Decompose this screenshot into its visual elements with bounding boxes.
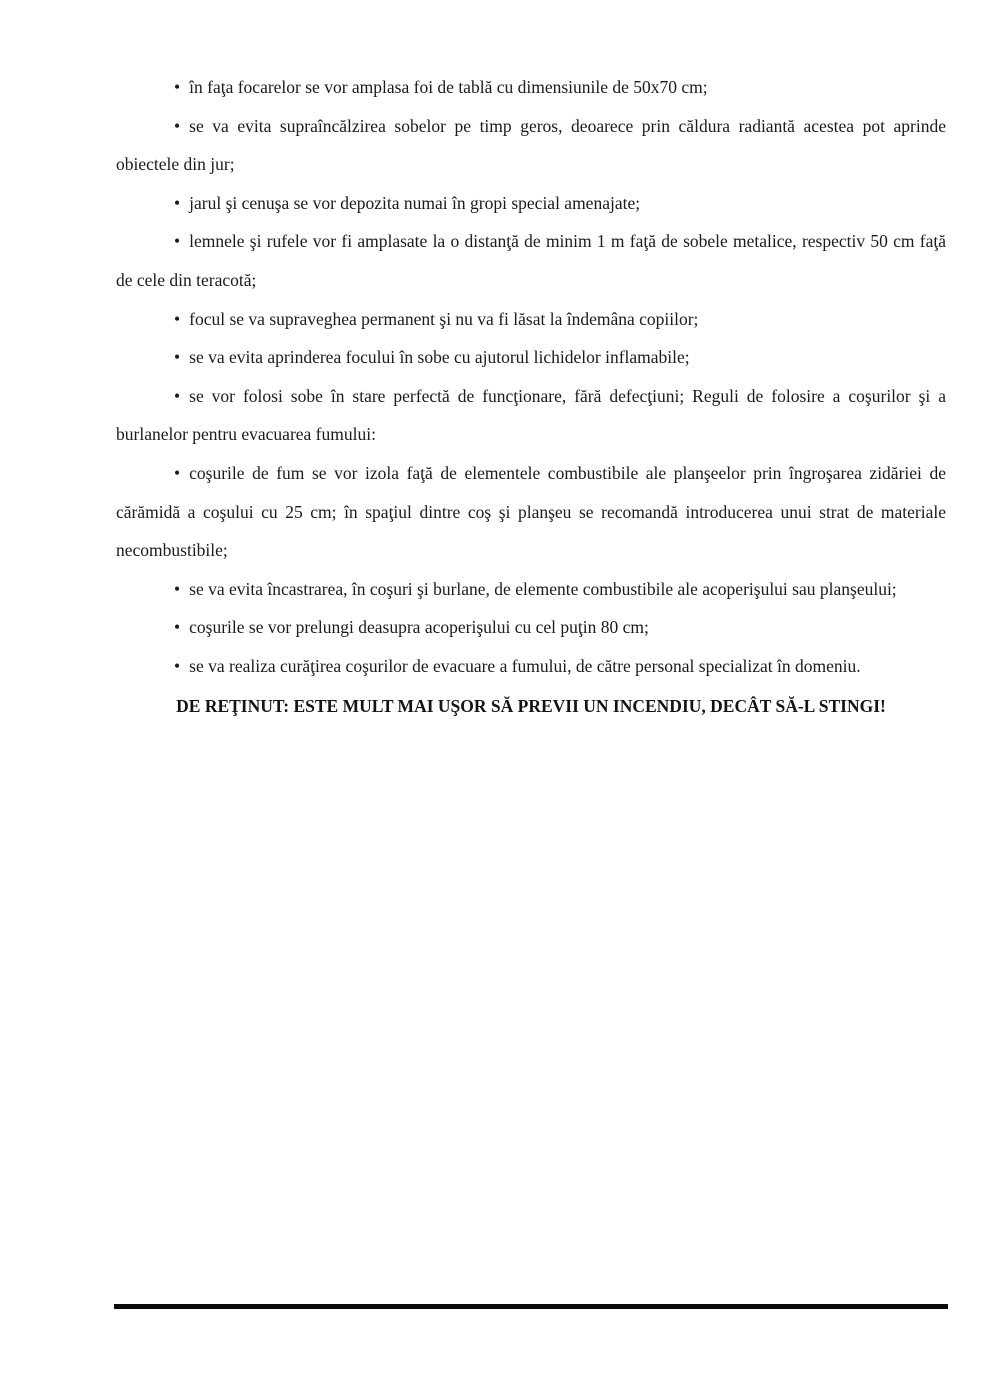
bullet-icon: • [174, 347, 181, 368]
bullet-text: focul se va supraveghea permanent şi nu va fi lăsat la îndemâna copiilor; [189, 308, 699, 329]
bullet-text: coşurile se vor prelungi deasupra acoperişului cu cel puţin 80 cm; [189, 617, 649, 638]
bullet-item [116, 647, 946, 686]
bullet-item [116, 184, 946, 223]
document-body [116, 68, 946, 726]
bullet-icon: • [174, 231, 181, 252]
bullet-icon: • [174, 77, 181, 97]
bullet-item [116, 107, 946, 184]
footer-rule [114, 1304, 948, 1309]
bullet-item [116, 377, 946, 454]
bullet-icon: • [174, 655, 181, 676]
bullet-text: în faţa focarelor se vor amplasa foi de tablă cu dimensiunile de 50x70 cm; [189, 77, 708, 97]
bullet-text: lemnele şi rufele vor fi amplasate la o distanţă de minim 1 m faţă de sobele metalice, respectiv 50 cm faţă de cele din teracotă; [116, 231, 946, 290]
bullet-item [116, 608, 946, 647]
bullet-icon: • [174, 115, 181, 136]
bullet-item [116, 570, 946, 609]
bullet-text: se va evita încastrarea, în coşuri şi burlane, de elemente combustibile ale acoperişului sau planşeului; [189, 578, 897, 599]
bullet-item [116, 300, 946, 339]
bullet-text: jarul şi cenuşa se vor depozita numai în gropi special amenajate; [189, 192, 641, 213]
bullet-text: se va evita supraîncălzirea sobelor pe timp geros, deoarece prin căldura radiantă acestea pot aprinde obiectele din jur; [116, 115, 946, 175]
closing-statement: DE REŢINUT: ESTE MULT MAI UŞOR SĂ PREVII UN INCENDIU, DECÂT SĂ-L STINGI! [176, 695, 886, 716]
bullet-icon: • [174, 385, 181, 406]
bullet-item [116, 222, 946, 299]
bullet-text: coşurile de fum se vor izola faţă de elementele combustibile ale planşeelor prin îngroşarea zidăriei de cărămidă a coşului cu 25 cm; în spaţiul dintre coş şi planşeu se recomandă introducerea unui strat de materiale necombustibile; [116, 462, 946, 561]
bullet-icon: • [174, 617, 181, 638]
bullet-item [116, 338, 946, 377]
bullet-text: se va realiza curăţirea coşurilor de evacuare a fumului, de către personal specializat în domeniu. [189, 655, 861, 676]
bullet-icon: • [174, 462, 181, 483]
bullet-icon: • [174, 578, 181, 599]
bullet-text: se va evita aprinderea focului în sobe cu ajutorul lichidelor inflamabile; [189, 347, 690, 368]
bullet-icon: • [174, 192, 181, 213]
bullet-item [116, 68, 946, 107]
bullet-text: se vor folosi sobe în stare perfectă de funcţionare, fără defecţiuni; Reguli de folosire a coşurilor şi a burlanelor pentru evacuarea fumului: [116, 385, 946, 445]
bullet-item [116, 454, 946, 570]
bullet-icon: • [174, 308, 181, 329]
